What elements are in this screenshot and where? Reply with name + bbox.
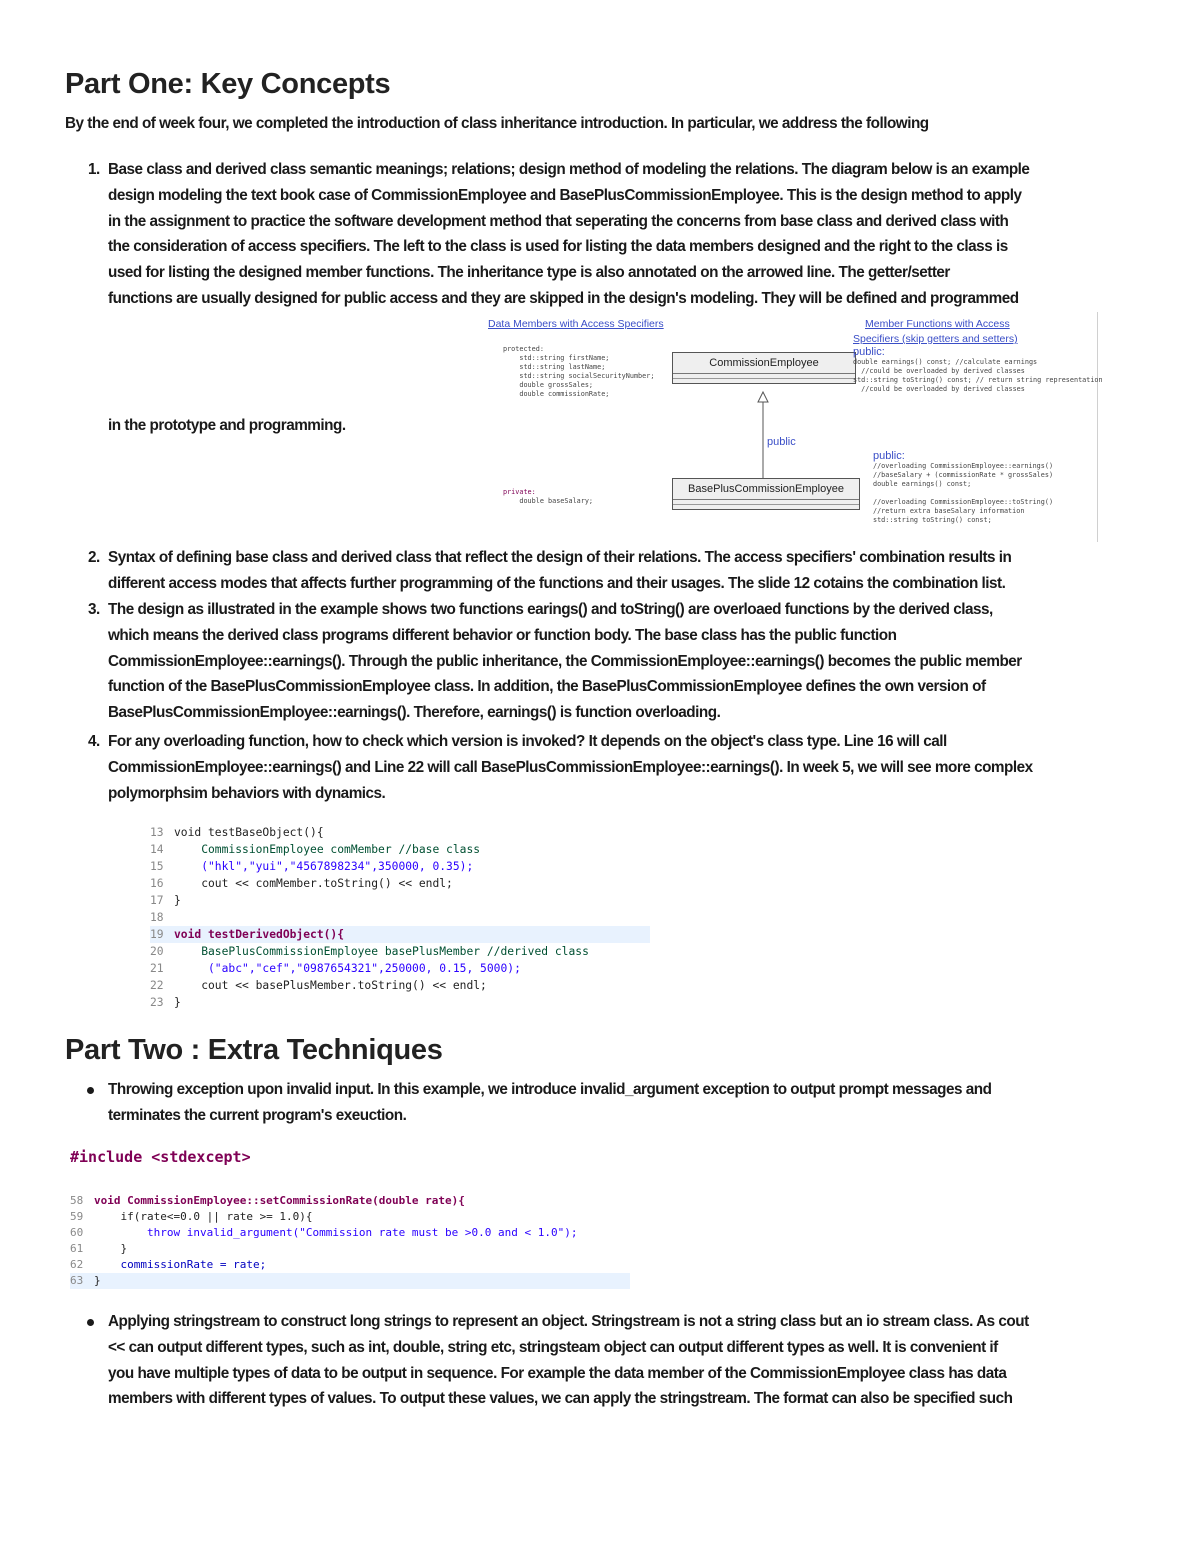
line-number: 62 bbox=[70, 1258, 84, 1271]
line-number: 20 bbox=[150, 945, 164, 958]
text-line: CommissionEmployee::earnings() and Line 22 will call BasePlusCommissionEmployee::earnings(). In week 5, we will see more complex bbox=[108, 758, 1033, 776]
function-line: double earnings() const; bbox=[873, 480, 972, 488]
protected-label: protected: bbox=[503, 345, 544, 353]
code-line: } bbox=[174, 894, 181, 907]
code-line: ("hkl","yui","4567898234",350000, 0.35); bbox=[174, 860, 474, 873]
list-number: 1. bbox=[88, 161, 100, 178]
list-item-4 bbox=[88, 729, 1143, 806]
line-number: 14 bbox=[150, 843, 164, 856]
member-line: double grossSales; bbox=[503, 381, 594, 389]
member-functions-header-2: Specifiers (skip getters and setters) bbox=[853, 333, 1018, 345]
line-number: 18 bbox=[150, 911, 164, 924]
member-line: std::string firstName; bbox=[503, 354, 610, 362]
function-line: //could be overloaded by derived classes bbox=[853, 367, 1025, 375]
list-number: 2. bbox=[88, 549, 100, 566]
text-line: << can output different types, such as int, double, string etc, stringsteam object can output different types as well. It is convenient if bbox=[108, 1338, 998, 1356]
text-line: the consideration of access specifiers. The left to the class is used for listing the data members designed and the right to the class is bbox=[108, 238, 1008, 256]
data-members-header: Data Members with Access Specifiers bbox=[488, 318, 664, 330]
highlighted-line bbox=[70, 1273, 630, 1289]
code-line: void testDerivedObject(){ bbox=[174, 928, 345, 941]
derived-functions bbox=[873, 452, 1053, 525]
line-number: 23 bbox=[150, 996, 164, 1009]
inheritance-type-label: public bbox=[767, 436, 796, 448]
code-line: void testBaseObject(){ bbox=[174, 826, 324, 839]
derived-class-box bbox=[672, 478, 860, 510]
text-line: used for listing the designed member functions. The inheritance type is also annotated on the arrowed line. The getter/setter bbox=[108, 264, 950, 282]
include-text: #include <stdexcept> bbox=[70, 1148, 251, 1166]
code-block-set-commission-rate bbox=[70, 1193, 630, 1289]
line-number: 63 bbox=[70, 1274, 84, 1287]
code-line: throw invalid_argument("Commission rate must be >0.0 and < 1.0"); bbox=[94, 1226, 578, 1239]
private-label: private: bbox=[503, 488, 536, 496]
item-1-continuation: in the prototype and programming. bbox=[108, 417, 346, 434]
line-number: 61 bbox=[70, 1242, 84, 1255]
text-line: which means the derived class programs different behavior or function body. The base class has the public function bbox=[108, 626, 897, 644]
member-functions-header: Member Functions with Access bbox=[865, 318, 1010, 330]
function-line: std::string toString() const; bbox=[873, 516, 992, 524]
public-label: public: bbox=[853, 346, 885, 358]
code-line: } bbox=[94, 1242, 128, 1255]
text-line: in the assignment to practice the software development method that seperating the concerns from base class and derived class with bbox=[108, 212, 1009, 230]
line-number: 58 bbox=[70, 1194, 84, 1207]
text-line: you have multiple types of data to be output in sequence. For example the data member of the CommissionEmployee class has data bbox=[108, 1364, 1007, 1382]
bullet-item-exceptions bbox=[108, 1077, 1143, 1129]
code-line: cout << comMember.toString() << endl; bbox=[174, 877, 453, 890]
text-line: different access modes that affects further programming of the functions and their usages. The slide 12 cotains the combination list. bbox=[108, 574, 1006, 592]
list-item-3 bbox=[88, 597, 1143, 726]
derived-class-name: BasePlusCommissionEmployee bbox=[673, 479, 859, 500]
line-number: 21 bbox=[150, 962, 164, 975]
highlighted-line bbox=[150, 926, 650, 943]
line-number: 13 bbox=[150, 826, 164, 839]
text-line: design modeling the text book case of CommissionEmployee and BasePlusCommissionEmployee. This is the design method to apply bbox=[108, 186, 1022, 204]
function-line: std::string toString() const; // return string representation bbox=[853, 376, 1103, 384]
member-line: double commissionRate; bbox=[503, 390, 610, 398]
text-line: Throwing exception upon invalid input. In this example, we introduce invalid_argument exception to output prompt messages and bbox=[108, 1081, 992, 1098]
code-line: } bbox=[174, 996, 181, 1009]
text-line: Syntax of defining base class and derived class that reflect the design of their relations. The access specifiers' combination results in bbox=[108, 549, 1012, 566]
code-line: void CommissionEmployee::setCommissionRate(double rate){ bbox=[94, 1194, 465, 1207]
member-line: double baseSalary; bbox=[503, 497, 594, 505]
base-class-name: CommissionEmployee bbox=[673, 353, 855, 374]
text-line: For any overloading function, how to check which version is invoked? It depends on the object's class type. Line 16 will call bbox=[108, 733, 947, 750]
list-item-2 bbox=[88, 545, 1143, 597]
code-line: ("abc","cef","0987654321",250000, 0.15, 5000); bbox=[174, 962, 521, 975]
include-directive bbox=[70, 1148, 251, 1166]
bullet-item-stringstream bbox=[108, 1309, 1143, 1412]
text-line: CommissionEmployee::earnings(). Through the public inheritance, the CommissionEmployee::earnings() becomes the public member bbox=[108, 652, 1022, 670]
list-number: 3. bbox=[88, 601, 100, 618]
intro-paragraph: By the end of week four, we completed the introduction of class inheritance introduction. In particular, we address the following bbox=[65, 115, 929, 132]
line-number: 22 bbox=[150, 979, 164, 992]
text-line: Applying stringstream to construct long strings to represent an object. Stringstream is not a string class but an io stream class. As cout bbox=[108, 1313, 1029, 1330]
line-number: 17 bbox=[150, 894, 164, 907]
code-line: } bbox=[94, 1274, 101, 1287]
base-class-box bbox=[672, 352, 856, 384]
function-line: //return extra baseSalary information bbox=[873, 507, 1025, 515]
text-line: members with different types of values. To output these values, we can apply the stringstream. The format can also be specified such bbox=[108, 1390, 1013, 1408]
private-members bbox=[503, 488, 593, 506]
code-block-test-functions bbox=[150, 824, 650, 1011]
part-two-title: Part Two : Extra Techniques bbox=[65, 1034, 443, 1066]
class-section bbox=[673, 505, 859, 509]
function-line: //could be overloaded by derived classes bbox=[853, 385, 1025, 393]
line-number: 16 bbox=[150, 877, 164, 890]
class-section bbox=[673, 379, 855, 383]
diagram-frame bbox=[1097, 312, 1098, 542]
line-number: 15 bbox=[150, 860, 164, 873]
public-label: public: bbox=[873, 450, 905, 462]
list-number: 4. bbox=[88, 733, 100, 750]
member-line: std::string lastName; bbox=[503, 363, 606, 371]
code-line: if(rate<=0.0 || rate >= 1.0){ bbox=[94, 1210, 313, 1223]
function-line: //baseSalary + (commissionRate * grossSales) bbox=[873, 471, 1054, 479]
code-line: CommissionEmployee comMember //base class bbox=[174, 843, 481, 856]
text-line: functions are usually designed for public access and they are skipped in the design's modeling. They will be defined and programmed bbox=[108, 289, 1019, 307]
member-line: std::string socialSecurityNumber; bbox=[503, 372, 655, 380]
bullet-dot bbox=[87, 1087, 94, 1094]
uml-diagram bbox=[483, 312, 1103, 542]
list-item-1 bbox=[88, 157, 1143, 312]
part-one-title: Part One: Key Concepts bbox=[65, 68, 391, 100]
function-line: //overloading CommissionEmployee::toString() bbox=[873, 498, 1054, 506]
text-line: polymorphsim behaviors with dynamics. bbox=[108, 784, 386, 802]
function-line: double earnings() const; //calculate earnings bbox=[853, 358, 1038, 366]
bullet-dot bbox=[87, 1319, 94, 1326]
code-line: BasePlusCommissionEmployee basePlusMember //derived class bbox=[174, 945, 589, 958]
text-line: function of the BasePlusCommissionEmployee class. In addition, the BasePlusCommissionEmployee defines the own version of bbox=[108, 678, 986, 696]
text-line: The design as illustrated in the example shows two functions earings() and toString() are overloaed functions by the derived class, bbox=[108, 601, 993, 618]
code-line: cout << basePlusMember.toString() << endl; bbox=[174, 979, 487, 992]
text-line: Base class and derived class semantic meanings; relations; design method of modeling the relations. The diagram below is an example bbox=[108, 161, 1030, 178]
text-line: BasePlusCommissionEmployee::earnings(). Therefore, earnings() is function overloading. bbox=[108, 704, 721, 722]
text-line: terminates the current program's exeuction. bbox=[108, 1106, 407, 1124]
function-line: //overloading CommissionEmployee::earnings() bbox=[873, 462, 1054, 470]
code-line: commissionRate = rate; bbox=[94, 1258, 267, 1271]
line-number: 60 bbox=[70, 1226, 84, 1239]
line-number: 19 bbox=[150, 928, 164, 941]
line-number: 59 bbox=[70, 1210, 84, 1223]
base-functions bbox=[853, 348, 1103, 394]
protected-members bbox=[503, 345, 654, 399]
